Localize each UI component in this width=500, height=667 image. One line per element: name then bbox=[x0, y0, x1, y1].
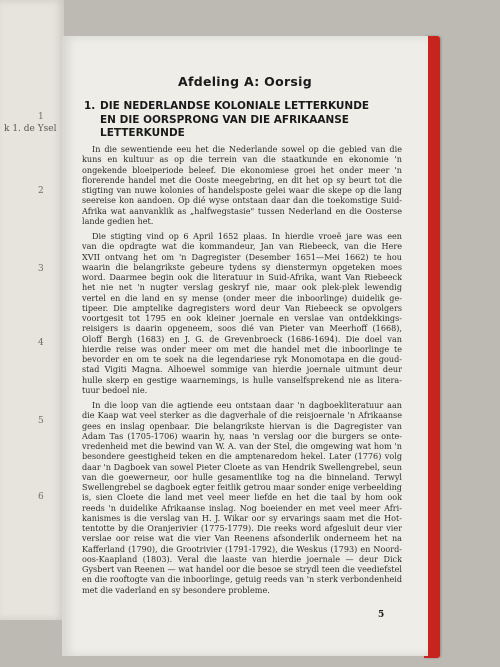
margin-text: k 1. de Ysel bbox=[4, 124, 57, 134]
text-line: In die loop van die agtiende eeu ontstaan daar 'n dagboekliteratuur aan bbox=[92, 400, 402, 410]
text-line: gees en inslag openbaar. Die belangrikste hiervan is die Dagregister van bbox=[82, 420, 402, 431]
text-line: Adam Tas (1705-1706) waarin hy, naas 'n verslag oor die burgers se ontе- bbox=[82, 430, 402, 441]
text-line: hierdie reise was onder meer om met die handel met die inboorlinge te bbox=[82, 343, 402, 354]
text-line: vertel en die land en sy mense (onder meer die inboorlinge) duidelik ge- bbox=[82, 292, 402, 303]
chapter-number: 1. bbox=[84, 100, 96, 112]
paragraph bbox=[82, 144, 402, 226]
margin-number: 1 bbox=[38, 112, 44, 122]
text-line: daar 'n Dagboek van sowel Pieter Cloete as van Hendrik Swellengrebel, seun bbox=[82, 461, 402, 472]
chapter-title bbox=[100, 100, 400, 141]
text-line: met die vaderland en sy besondere probleme. bbox=[82, 584, 270, 595]
text-line: waarin die belangrikste gebeure tydens sy dienstermyn opgeteken moes bbox=[82, 261, 402, 272]
text-line: reisigers is daarin opgeneem, soos dié van Pieter van Meerhoff (1668), bbox=[82, 323, 402, 334]
text-line: Kafferland (1790), die Grootrivier (1791-1792), die Weskus (1793) en Noord- bbox=[82, 543, 402, 554]
text-line: tipeer. Die amptelike dagregisters word deur Van Riebeeck se opvolgers bbox=[82, 302, 402, 313]
text-line: word. Daarmee begin ook die literatuur in Suid-Afrika, want Van Riebeeck bbox=[82, 272, 402, 282]
text-line: van die opdragte wat die kommandeur, Jan van Riebeeck, van die Here bbox=[82, 241, 402, 252]
text-line: Gysbert van Reenen — wat handel oor die besoe se strydl teen die veediefstel bbox=[82, 564, 402, 574]
section-title: Afdeling A: Oorsig bbox=[177, 74, 312, 89]
body-text bbox=[82, 144, 402, 595]
text-line: XVII ontvang het om 'n Dagregister (Desember 1651—Mei 1662) te hou bbox=[82, 251, 402, 262]
text-line: kanismes is die verslag van H. J. Wikar oor sy ervarings saam met die Hot- bbox=[82, 512, 402, 523]
text-line: florerende handel met die Ooste meegebring, en dit het op sy beurt tot die bbox=[82, 174, 402, 185]
text-line: Die stigting vind op 6 April 1652 plaas. In hierdie vroeë jare was een bbox=[92, 231, 402, 241]
text-line: kuns en kultuur as op die terrein van die staatkunde en ekonomie 'n bbox=[82, 154, 402, 165]
text-line: die Kaap wat veel sterker as die dagverhale of die reisjoernale 'n Afrikaanse bbox=[82, 410, 402, 421]
text-line: In die sewentiende eeu het die Nederlande sowel op die gebied van die bbox=[92, 144, 402, 154]
text-line: tentotte by die Oranjerivier (1775-1779). Die reeks word afgesluit deur vier bbox=[82, 523, 402, 533]
text-line: oos-Kaapland (1803). Veral die laaste van hierdie joernale — deur Dick bbox=[82, 553, 402, 564]
text-line: voortgesit tot 1795 en ook kleiner joernale en verslae van ontdekkings- bbox=[82, 313, 402, 323]
page-number: 5 bbox=[378, 610, 385, 620]
text-line: reeds 'n duidelike Afrikaanse inslag. Nog boeiender en met veel meer Afri- bbox=[82, 502, 402, 513]
text-line: Oloff Bergh (1683) en J. G. de Grevenbroeck (1686-1694). Die doel van bbox=[82, 333, 402, 344]
text-line: ongekende bloeiperiode beleef. Die ekonomiese groei het onder meer 'n bbox=[82, 164, 402, 175]
margin-number: 2 bbox=[38, 186, 44, 196]
text-line: Afrika wat aanvanklik as „halfwegstasie" tussen Nederland en die Oosterse bbox=[82, 205, 402, 216]
text-line: vredenheid met die bewind van W. A. van der Stel, die omgewing wat hom 'n bbox=[82, 441, 402, 451]
text-line: lande gedien het. bbox=[82, 215, 154, 226]
facing-page bbox=[0, 0, 64, 620]
margin-number: 6 bbox=[38, 492, 44, 502]
text-line: bevorder en om te soek na die legendariese ryk Monomotapa en die goud- bbox=[82, 354, 402, 364]
text-line: stigting van nuwe kolonies of handelsposte gelei waar die skepe op die lang bbox=[82, 185, 402, 195]
paragraph bbox=[82, 400, 402, 595]
chapter-title-line: EN DIE OORSPRONG VAN DIE AFRIKAANSE bbox=[100, 113, 349, 126]
margin-number: 4 bbox=[38, 338, 44, 348]
text-line: stad Vigiti Magna. Alhoewel sommige van hierdie joernale uitmunt deur bbox=[82, 364, 402, 375]
text-line: van die goewerneur, oor hulle gesamentlike tog na die binneland. Terwyl bbox=[82, 471, 402, 482]
margin-number: 3 bbox=[38, 264, 44, 274]
paragraph bbox=[82, 231, 402, 395]
chapter-title-line: LETTERKUNDE bbox=[100, 127, 185, 139]
text-line: is, sien Cloete die land met veel meer liefde en het die taal by hom ook bbox=[82, 492, 402, 503]
text-line: het nie net 'n nugter verslag geskryf nie, maar ook plek-plek lewendig bbox=[82, 282, 402, 293]
text-line: hulle skerp en gestige waarnemings, is hulle vanselfsprekend nie as litera- bbox=[82, 374, 402, 385]
text-line: seereise kon aandoen. Op dié wyse ontstaan daar dan die toekomstige Suid- bbox=[82, 195, 402, 206]
text-line: Swellengrebel se dagboek egter feitlik getrou maar sonder enige verbeelding bbox=[82, 482, 402, 492]
text-line: verslae oor reise wat die vier Van Reenens afsonderlik onderneem het na bbox=[82, 533, 402, 544]
text-line: en die rooftogte van die inboorlinge, getuig reeds van 'n sterk verbondenheid bbox=[82, 574, 402, 585]
book-page bbox=[62, 36, 428, 656]
text-line: tuur bedoel nie. bbox=[82, 384, 148, 395]
chapter-title-line: DIE NEDERLANDSE KOLONIALE LETTERKUNDE bbox=[100, 100, 370, 112]
text-line: besondere geestigheid teken en die amptenaredom hekel. Later (1776) volg bbox=[82, 451, 402, 462]
margin-number: 5 bbox=[38, 416, 44, 426]
